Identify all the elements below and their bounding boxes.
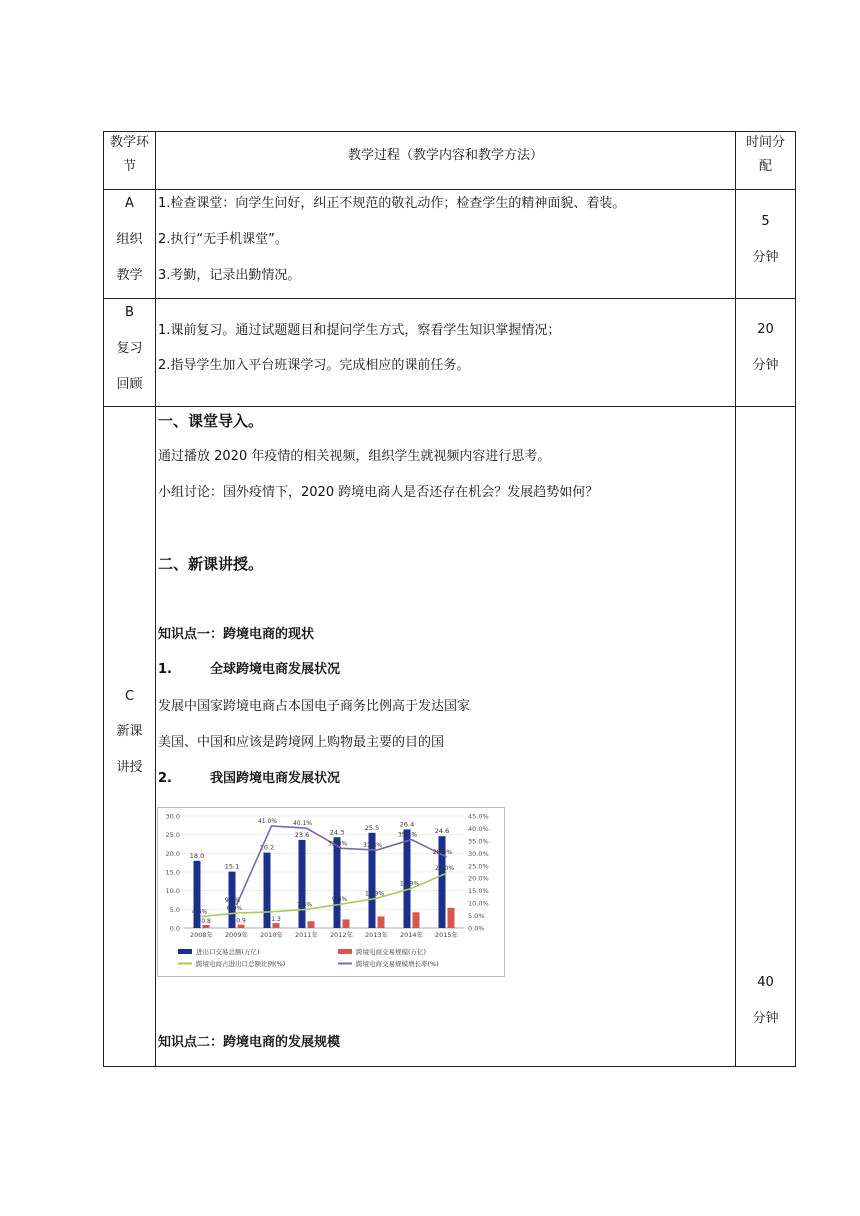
header-stage-line2: 节 — [122, 159, 136, 174]
subsection-2-title: 我国跨境电商发展状况 — [210, 771, 341, 786]
intro-text-1: 通过播放 2020 年疫情的相关视频，组织学生就视频内容进行思考。 — [158, 449, 551, 464]
legend-swatch — [178, 949, 192, 954]
right-tick-label: 20.0% — [468, 874, 489, 883]
rowA-text-line1: 1.检查课堂：向学生问好，纠正不规范的敬礼动作；检查学生的精神面貌、着装。 — [158, 196, 626, 211]
knowledge-point-2: 知识点二：跨境电商的发展规模 — [158, 1035, 341, 1050]
rowA-label-letter: A — [125, 196, 134, 211]
rowB-text-line1: 1.课前复习。通过试题题目和提问学生方式，察看学生知识掌握情况； — [158, 323, 561, 338]
bar-ecom-trade — [343, 919, 350, 928]
legend-label: 进出口交易总额(万亿) — [196, 948, 260, 956]
left-tick-label: 20.0 — [165, 849, 180, 858]
growth-point-label: 9.2% — [224, 897, 241, 905]
bar-total-label: 18.0 — [189, 851, 205, 860]
trade-chart-svg — [158, 808, 504, 976]
bar-ecom-trade — [448, 908, 455, 928]
rowA-text-line2: 2.执行“无手机课堂”。 — [158, 232, 288, 247]
rowB-label-letter: B — [125, 305, 134, 320]
left-tick-label: 25.0 — [165, 831, 180, 840]
x-category-label: 2015年 — [434, 931, 459, 939]
legend-label: 跨境电商占进出口总额比例(%) — [196, 960, 286, 968]
bar-total-trade — [404, 829, 411, 928]
right-tick-label: 30.0% — [468, 849, 489, 858]
bar-total-label: 23.6 — [294, 830, 310, 839]
bar-total-trade — [194, 861, 201, 928]
right-tick-label: 5.0% — [468, 912, 485, 921]
bar-ecom-trade — [413, 912, 420, 928]
rowA-label-line2: 教学 — [116, 268, 143, 283]
bar-ecom-trade — [203, 925, 210, 928]
knowledge-point-1: 知识点一：跨境电商的现状 — [158, 627, 315, 642]
x-category-label: 2013年 — [364, 931, 389, 939]
right-tick-label: 40.0% — [468, 824, 489, 833]
table-bottom-border — [103, 1066, 796, 1067]
rowA-time-unit: 分钟 — [752, 250, 779, 265]
growth-point-label: 28.6% — [432, 848, 453, 856]
right-tick-label: 45.0% — [468, 812, 489, 821]
x-category-label: 2010年 — [259, 931, 284, 939]
bar-ecom-trade — [238, 925, 245, 928]
rowC-label-line2: 讲授 — [116, 760, 143, 775]
left-tick-label: 5.0 — [169, 905, 180, 914]
growth-point-label: 32.0% — [327, 840, 348, 848]
table-col-divider-2 — [735, 131, 736, 1067]
growth-point-label: 35.5% — [397, 831, 418, 839]
bar-total-label: 15.1 — [224, 862, 240, 871]
x-category-label: 2009年 — [224, 931, 249, 939]
header-process: 教学过程（教学内容和教学方法） — [347, 148, 543, 163]
subsection-1-title: 全球跨境电商发展状况 — [210, 662, 341, 677]
trade-chart — [157, 807, 505, 977]
left-tick-label: 15.0 — [165, 868, 180, 877]
ratio-point-label: 6.0% — [226, 905, 243, 913]
bar-total-label: 24.6 — [434, 827, 450, 836]
rowA-label-line1: 组织 — [116, 232, 143, 247]
ratio-point-label: 11.9% — [364, 890, 385, 898]
x-category-label: 2011年 — [294, 931, 319, 939]
growth-point-label: 40.1% — [292, 820, 313, 828]
right-tick-label: 25.0% — [468, 862, 489, 871]
legend-swatch — [338, 949, 352, 954]
table-rowA-bottom-border — [103, 298, 796, 299]
rowC-label-line1: 新课 — [116, 724, 143, 739]
rowB-time-unit: 分钟 — [752, 358, 779, 373]
bar-total-label: 26.4 — [399, 820, 415, 829]
rowC-time-value: 40 — [757, 975, 774, 990]
growth-point-label: 41.0% — [257, 817, 278, 825]
rowB-text-line2: 2.指导学生加入平台班课学习。完成相应的课前任务。 — [158, 358, 470, 373]
ratio-point-label: 4.6% — [191, 908, 208, 916]
bar-ecom-label: 0.8 — [201, 918, 211, 926]
table-right-border — [795, 131, 796, 1067]
bar-total-label: 25.5 — [364, 823, 380, 832]
table-col-divider-1 — [155, 131, 156, 1067]
rowC-label-letter: C — [124, 689, 135, 704]
ratio-point-label: 9.6% — [331, 896, 348, 904]
subsection-2-number: 2. — [158, 771, 172, 786]
ratio-point-label: 22.0% — [434, 865, 455, 873]
bar-total-trade — [264, 853, 271, 928]
right-tick-label: 15.0% — [468, 887, 489, 896]
table-rowB-bottom-border — [103, 406, 796, 407]
x-category-label: 2014年 — [399, 931, 424, 939]
rowA-time-value: 5 — [761, 214, 770, 229]
x-category-label: 2008年 — [189, 931, 214, 939]
bar-ecom-label: 1.3 — [271, 916, 281, 924]
right-tick-label: 0.0% — [468, 924, 485, 933]
bar-total-label: 24.3 — [329, 828, 345, 837]
subsection-1-text-2: 美国、中国和应该是跨境网上购物最主要的目的国 — [158, 735, 445, 750]
rowB-time-value: 20 — [757, 322, 774, 337]
bar-total-trade — [299, 840, 306, 928]
bar-ecom-trade — [378, 916, 385, 928]
right-tick-label: 35.0% — [468, 837, 489, 846]
left-tick-label: 10.0 — [165, 887, 180, 896]
table-header-bottom-border — [103, 189, 796, 190]
rowA-text-line3: 3.考勤，记录出勤情况。 — [158, 268, 301, 283]
new-lesson-heading: 二、新课讲授。 — [158, 555, 264, 573]
left-tick-label: 0.0 — [169, 924, 180, 933]
bar-ecom-trade — [273, 923, 280, 928]
rowB-label-line2: 回顾 — [116, 377, 143, 392]
growth-point-label: 31.3% — [362, 842, 383, 850]
rowB-label-line1: 复习 — [116, 341, 143, 356]
subsection-1-text-1: 发展中国家跨境电商占本国电子商务比例高于发达国家 — [158, 699, 471, 714]
bar-ecom-trade — [308, 921, 315, 928]
ratio-point-label: 7.5% — [296, 901, 313, 909]
rowC-time-unit: 分钟 — [752, 1011, 779, 1026]
bar-ecom-label: 0.9 — [236, 917, 246, 925]
header-time-line2: 配 — [758, 159, 772, 174]
table-top-border — [103, 131, 796, 132]
bar-total-label: 20.2 — [259, 843, 275, 852]
legend-label: 跨境电商交易规模增长率(%) — [356, 960, 439, 968]
legend-label: 跨境电商交易规模(万亿) — [356, 948, 427, 956]
bar-total-trade — [334, 837, 341, 928]
header-stage-line1: 教学环 — [109, 135, 149, 150]
right-tick-label: 10.0% — [468, 899, 489, 908]
subsection-1-number: 1. — [158, 662, 172, 677]
header-time-line1: 时间分 — [745, 135, 785, 150]
left-tick-label: 30.0 — [165, 812, 180, 821]
intro-heading: 一、课堂导入。 — [158, 412, 264, 430]
ratio-point-label: 15.9% — [399, 880, 420, 888]
x-category-label: 2012年 — [329, 931, 354, 939]
intro-text-2: 小组讨论：国外疫情下，2020 跨境电商人是否还存在机会？发展趋势如何？ — [158, 485, 599, 500]
